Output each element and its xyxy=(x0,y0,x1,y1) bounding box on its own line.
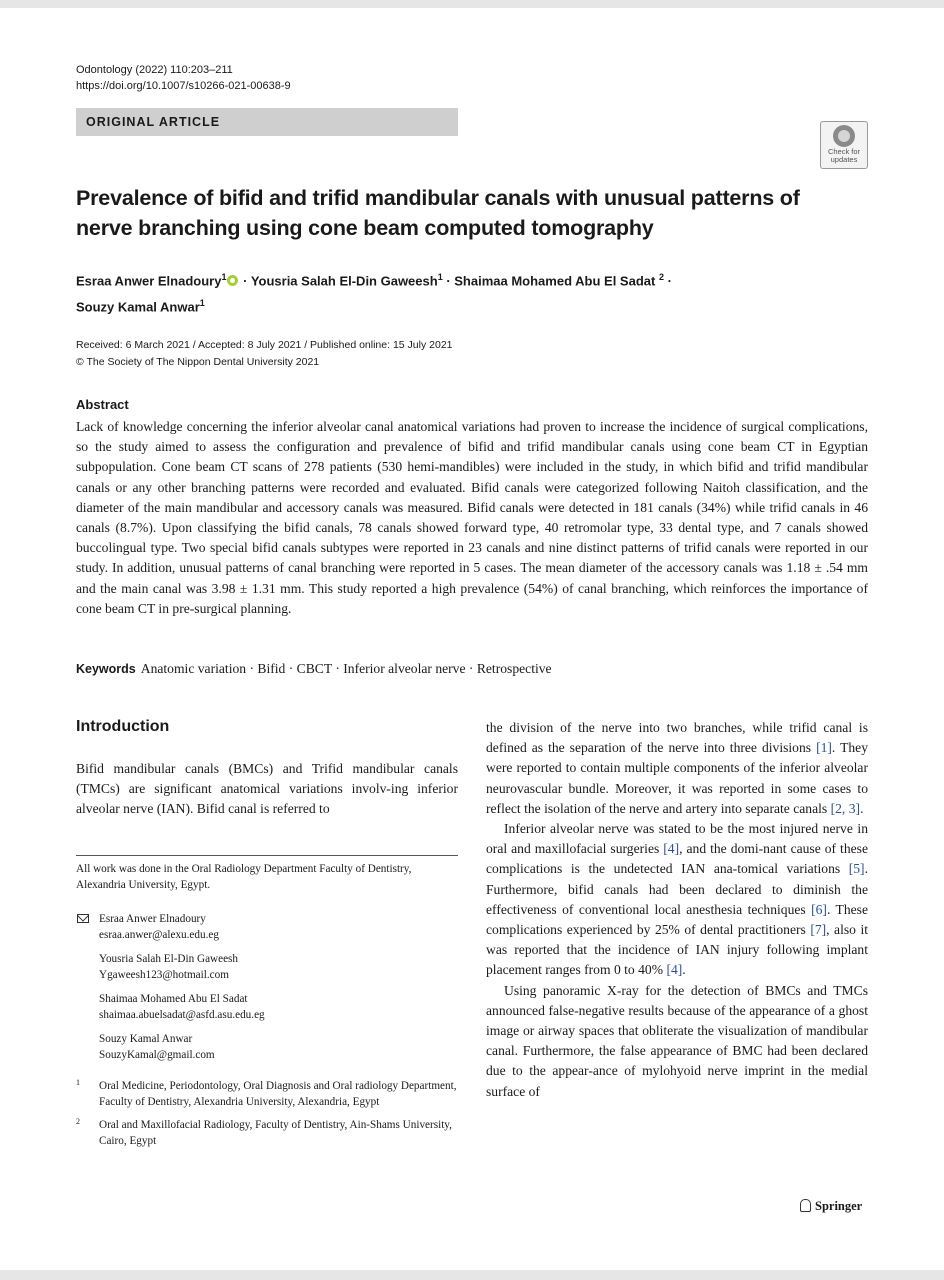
correspondence-entry: Yousria Salah El-Din Gaweesh Ygaweesh123@hotmail.com xyxy=(99,951,458,983)
publication-dates xyxy=(76,337,453,371)
author-email[interactable]: SouzyKamal@gmail.com xyxy=(99,1049,215,1061)
abstract-heading: Abstract xyxy=(76,397,129,412)
author-email[interactable]: shaimaa.abuelsadat@asfd.asu.edu.eg xyxy=(99,1009,265,1021)
copyright-line: © The Society of The Nippon Dental University 2021 xyxy=(76,356,320,368)
footnote-work-note: All work was done in the Oral Radiology Department Faculty of Dentistry, Alexandria University, Egypt. xyxy=(76,863,412,891)
affiliation-item: 2 Oral and Maxillofacial Radiology, Faculty of Dentistry, Ain-Shams University, Cairo, Egypt xyxy=(76,1117,452,1147)
citation-link[interactable]: [4] xyxy=(666,962,683,978)
article-title: Prevalence of bifid and trifid mandibular canals with unusual patterns of nerve branching using cone beam computed tomography xyxy=(76,186,800,240)
journal-header xyxy=(76,62,291,94)
keywords-list: Anatomic variation · Bifid · CBCT · Inferior alveolar nerve · Retrospective xyxy=(140,661,552,676)
citation-link[interactable]: [7] xyxy=(810,922,827,938)
section-heading-introduction: Introduction xyxy=(76,718,170,735)
author-name[interactable]: Shaimaa Mohamed Abu El Sadat xyxy=(454,273,656,289)
author-email[interactable]: Ygaweesh123@hotmail.com xyxy=(99,969,229,981)
author-list: Esraa Anwer Elnadoury$^1$ · Yousria Salah El-Din Gaweesh$^1$ · Shaimaa Mohamed Abu El Sadat $^2$ · Souzy Kamal Anwar$^1$ xyxy=(76,272,672,315)
check-updates-circle-icon xyxy=(833,125,855,147)
publisher-footer xyxy=(800,1199,862,1214)
author-name[interactable]: Esraa Anwer Elnadoury xyxy=(76,273,222,289)
citation-link[interactable]: [4] xyxy=(663,841,680,857)
author-name[interactable]: Souzy Kamal Anwar xyxy=(76,299,200,315)
orcid-icon[interactable] xyxy=(227,275,238,286)
date-history: Received: 6 March 2021 / Accepted: 8 July 2021 / Published online: 15 July 2021 xyxy=(76,339,453,351)
author-name[interactable]: Yousria Salah El-Din Gaweesh xyxy=(250,273,438,289)
citation-link[interactable]: [1] xyxy=(816,740,832,756)
citation-link[interactable]: [5] xyxy=(848,861,865,877)
check-for-updates-icon[interactable] xyxy=(820,121,868,169)
paper-page xyxy=(0,8,944,1270)
abstract-text: Lack of knowledge concerning the inferior alveolar canal anatomical variations had proven to increase the incidence of surgical complications, so the study aimed to assess the configuration and prevalence of bifid and trifid mandibular canals using cone beam CT in Egyptian subpopulation. Cone beam CT scans of 278 patients (530 hemi-mandibles) were included in the study, in which bifid and trifid mandibular canals or any other branching patterns were recorded and evaluated. Bifid canals were categorized following Naitoh classification, and the diameter of the main mandibular and accessory canals was measured. Bifid canals were detected in 181 canals (34%) while trifid canals in 46 canals (8.7%). Upon classifying the bifid canals, 78 canals showed forward type, 40 retromolar type, 33 dental type, and 7 canals showed buccolingual type. Two special bifid canals subtypes were reported in 23 canals and nine distinct patterns of trifid canals were reported in our study. In addition, unusual patterns of canal branching were reported in 5 cases. The mean diameter of the accessory canals was 1.18 ± .54 mm and the main canal was 3.98 ± 1.31 mm. This study reported a high prevalence (54%) of canal branching, which reinforces the importance of cone beam CT in pre-surgical planning. xyxy=(76,419,868,616)
author-email[interactable]: esraa.anwer@alexu.edu.eg xyxy=(99,929,219,941)
mail-icon xyxy=(77,914,89,923)
correspondence-entry: Souzy Kamal Anwar SouzyKamal@gmail.com xyxy=(99,1031,458,1063)
check-updates-label: Check for updates xyxy=(827,147,861,164)
springer-logo-icon xyxy=(800,1199,811,1212)
correspondence-entry: Shaimaa Mohamed Abu El Sadat shaimaa.abuelsadat@asfd.asu.edu.eg xyxy=(99,991,458,1023)
intro-left-paragraph: Bifid mandibular canals (BMCs) and Trifid mandibular canals (TMCs) are significant anatomical variations involv-ing inferior alveolar nerve (IAN). Bifid canal is referred to xyxy=(76,761,458,817)
correspondence-entry: Esraa Anwer Elnadoury esraa.anwer@alexu.edu.eg xyxy=(99,911,458,943)
doi-link[interactable]: https://doi.org/10.1007/s10266-021-00638-9 xyxy=(76,80,291,92)
article-type-band: ORIGINAL ARTICLE xyxy=(76,108,458,136)
affiliation-list xyxy=(76,1079,458,1157)
footnote-divider xyxy=(76,855,458,856)
intro-paragraph: the division of the nerve into two branches, while trifid canal is defined as the separation of the nerve into three divisions [1]. They were reported to contain multiple components of the inferior alveolar neurovascular bundle. Moreover, it was reported in some cases to reflect the isolation of the nerve and artery into separate canals [2, 3]. xyxy=(486,720,869,816)
citation-link[interactable]: [2, 3] xyxy=(830,800,861,816)
intro-paragraph: Inferior alveolar nerve was stated to be the most injured nerve in oral and maxillofacial surgeries [4], and the domi-nant cause of these complications is the undetected IAN ana-tomical variations [5]. Furthermore, bifid canals had been declared to diminish the effectiveness of conventional local anesthesia techniques [6]. These complications experienced by 25% of dental practitioners [7], also it was reported that the incidence of IAN injury following implant placement ranges from 0 to 40% [4]. xyxy=(486,821,868,978)
affiliation-item: 1 Oral Medicine, Periodontology, Oral Diagnosis and Oral radiology Department, Faculty of Dentistry, Alexandria University, Alexandria, Egypt xyxy=(76,1078,457,1108)
keywords-label: Keywords xyxy=(76,662,136,676)
intro-paragraph: Using panoramic X-ray for the detection of BMCs and TMCs announced false-negative results because of the appearance of a ghost image or airway spaces that obliterate the visualization of mandibular canal. Furthermore, the false appearance of BMC had been declared due to the appear-ance of mylohyoid nerve imprint in the medial surface of xyxy=(486,982,868,1099)
intro-right-column xyxy=(486,718,868,1102)
correspondence-list xyxy=(76,911,458,1071)
journal-citation: Odontology (2022) 110:203–211 xyxy=(76,64,233,76)
keywords xyxy=(76,660,868,678)
publisher-name: Springer xyxy=(815,1199,863,1213)
citation-link[interactable]: [6] xyxy=(811,901,827,917)
